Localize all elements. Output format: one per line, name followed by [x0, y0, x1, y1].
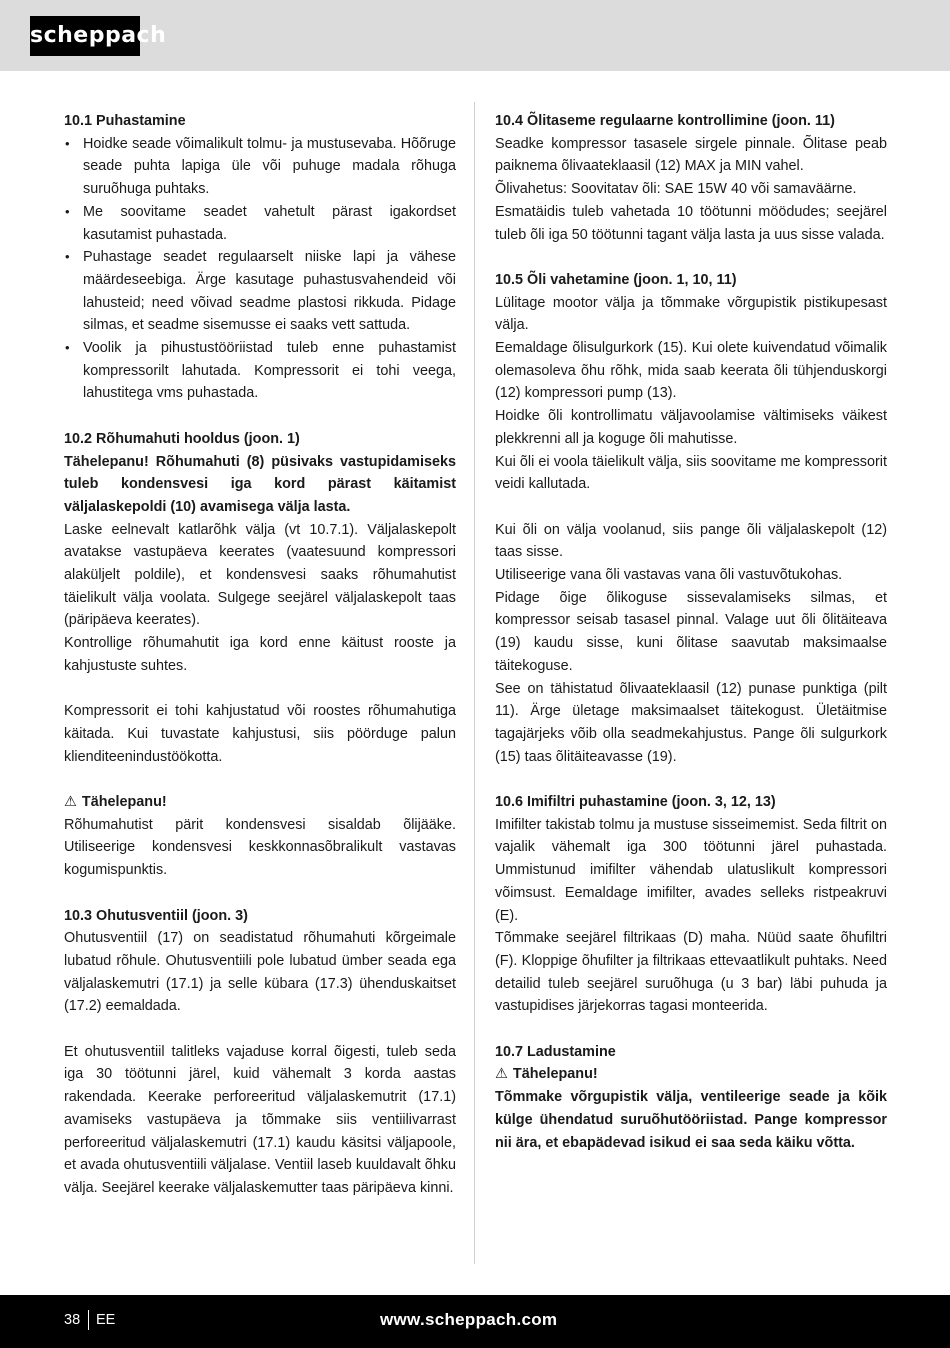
warning-paragraph: Tõmmake võrgupistik välja, ventileerige seade ja kõik külge ühendatud suruõhutööriistad. Pange kompressor nii ära, et ebapädevad isikud ei saa seda käiku võtta. [495, 1089, 887, 1151]
section-title-10-5: 10.5 Õli vahetamine (joon. 1, 10, 11) [495, 271, 737, 288]
list-item: • Voolik ja pihustustööriistad tuleb enne puhastamist kompressorilt lahutada. Kompressorit ei tohi veega, lahustitega vms puhastada. [64, 337, 456, 405]
section-title-10-7: 10.7 Ladustamine [495, 1043, 616, 1060]
list-item: • Me soovitame seadet vahetult pärast igakordset kasutamist puhastada. [64, 201, 456, 246]
warning-label: Tähelepanu! [512, 1066, 598, 1083]
paragraph: Kui õli ei voola täielikult välja, siis soovitame me kompressorit veidi kallutada. [495, 453, 887, 493]
paragraph: Rõhumahutist pärit kondensvesi sisaldab õlijääke. Utiliseerige kondensvesi keskkonnasõbralikult vastavas kogumispunktis. [64, 816, 456, 879]
paragraph: Pidage õige õlikoguse sissevalamiseks silmas, et kompressor seisab tasasel pinnal. Valage uut õli õlitäiteava (19) kaudu sisse, kuni õlitase saavutab maksimaalse täitekoguse. [495, 589, 887, 674]
paragraph: Seadke kompressor tasasele sirgele pinnale. Õlitase peab paiknema õlivaateklaasil (12) MAX ja MIN vahel. [495, 135, 887, 175]
paragraph: Kontrollige rõhumahutit iga kord enne käitust rooste ja kahjustuste suhtes. [64, 635, 456, 674]
list-item: • Puhastage seadet regulaarselt niiske lapi ja vähese määrdeseebiga. Ärge kasutage puhastusvahendeid või lahusteid; need võivad seadme plastosi rikkuda. Pidage silmas, et seadme sisemusse ei saaks vett sattuda. [64, 246, 456, 337]
warning-paragraph: Tähelepanu! Rõhumahuti (8) püsivaks vastupidamiseks tuleb kondensvesi iga kord pärast käitamist väljalaskepoldi (10) avamisega välja lasta. [64, 453, 456, 515]
paragraph: Tõmmake seejärel filtrikaas (D) maha. Nüüd saate õhufiltri (F). Kloppige õhufilter ja filtrikaas ettevaatlikult puhtaks. Need detailid tuleb seejärel suruõhuga (u 3 bar) läbi puhuda ja vastupidises järjekorras tagasi monteerida. [495, 930, 887, 1015]
paragraph: Utiliseerige vana õli vastavas vana õli vastuvõtukohas. [495, 567, 843, 584]
footer-separator [88, 1310, 89, 1330]
paragraph: Kompressorit ei tohi kahjustatud või roostes rõhumahutiga käitada. Kui tuvastate kahjustusi, siis pöörduge palun klienditeenindustöökotta. [64, 703, 456, 765]
paragraph: See on tähistatud õlivaateklaasil (12) punase punktiga (pilt 11). Ärge ületage maksimaalset täitekogust. Ületäitmise tagajärjeks võib olla seadmekahjustus. Pange õli sulgurkork (15) taas õlitäiteavasse (19). [495, 680, 887, 765]
right-column [495, 110, 887, 1154]
paragraph: Eemaldage õlisulgurkork (15). Kui olete kuivendatud võimalik olemasoleva õhu rõhk, mida saab keerata õli tühjenduskorgi (12) kompressori pump (13). [495, 340, 887, 402]
section-title-10-1: 10.1 Puhastamine [64, 113, 186, 129]
page-header [0, 0, 950, 71]
cleaning-list [64, 133, 456, 405]
warning-triangle-icon: ⚠ [495, 1066, 508, 1083]
page-footer [0, 1295, 950, 1348]
paragraph: Et ohutusventiil talitleks vajaduse korral õigesti, tuleb seda iga 30 töötunni järel, kuid vähemalt 3 korda aastas rakendada. Keerake perforeeritud väljalaskemutrit (17.1) avamiseks vastupäeva ja tõmmake siis ventiilivarrast perforeeritud väljalaskemutri (17.1) kaudu käsitsi väljapoole, et avada ohutusventiili väljalase. Ventiil laseb kuuldavalt õhku välja. Seejärel keerake väljalaskemutter taas päripäeva kinni. [64, 1043, 456, 1196]
paragraph: Ohutusventiil (17) on seadistatud rõhumahuti kõrgeimale lubatud rõhule. Ohutusventiili pole lubatud ümber seada ega väljalaskemutri (17.1) ja selle kübara (17.3) ühenduskaitset (17.2) eemaldada. [64, 930, 456, 1015]
left-column [64, 110, 456, 1200]
warning-triangle-icon: ⚠ [64, 794, 77, 811]
warning-label: Tähelepanu! [81, 794, 167, 811]
warning-heading [495, 1063, 887, 1086]
paragraph: Laske eelnevalt katlarõhk välja (vt 10.7.1). Väljalaskepolt avatakse vastupäeva keerates (vaatesuund kompressori alaküljelt poldile), et kondensvesi saaks rõhumahutist täielikult välja voolata. Sulgege seejärel väljalaskepolt taas (päripäeva keerates). [64, 521, 456, 629]
language-code: EE [96, 1312, 116, 1328]
paragraph: Hoidke õli kontrollimatu väljavoolamise vältimiseks väikest plekkrenni all ja koguge õli mahutisse. [495, 408, 887, 447]
website-url: www.scheppach.com [380, 1310, 558, 1329]
scheppach-logo: scheppach [30, 16, 140, 56]
warning-heading [64, 791, 456, 814]
paragraph: Lülitage mootor välja ja tõmmake võrgupistik pistikupesast välja. [495, 294, 887, 334]
paragraph: Imifilter takistab tolmu ja mustuse sisseimemist. Seda filtrit on vajalik vähemalt iga 300 töötunni järel puhastada. Ummistunud imifilter vähendab ulatuslikult kompressori võimsust. Eemaldage imifilter, avades selleks ristpeakruvi (E). [495, 816, 887, 924]
page-number: 38 [64, 1312, 81, 1328]
section-title-10-4: 10.4 Õlitaseme regulaarne kontrollimine (joon. 11) [495, 113, 835, 129]
paragraph: Õlivahetus: Soovitatav õli: SAE 15W 40 või samaväärne. [495, 181, 857, 198]
list-item: • Hoidke seade võimalikult tolmu- ja mustusevaba. Hõõruge seade puhta lapiga üle või puhuge madala rõhuga suruõhuga puhtaks. [64, 133, 456, 201]
column-divider [474, 102, 475, 1264]
section-title-10-6: 10.6 Imifiltri puhastamine (joon. 3, 12, 13) [495, 794, 776, 811]
paragraph: Kui õli on välja voolanud, siis pange õli väljalaskepolt (12) taas sisse. [495, 521, 887, 561]
paragraph: Esmatäidis tuleb vahetada 10 töötunni möödudes; seejärel tuleb õli iga 50 töötunni tagant välja lasta ja uus sisse valada. [495, 203, 887, 243]
section-title-10-2: 10.2 Rõhumahuti hooldus (joon. 1) [64, 430, 300, 447]
section-title-10-3: 10.3 Ohutusventiil (joon. 3) [64, 907, 248, 924]
